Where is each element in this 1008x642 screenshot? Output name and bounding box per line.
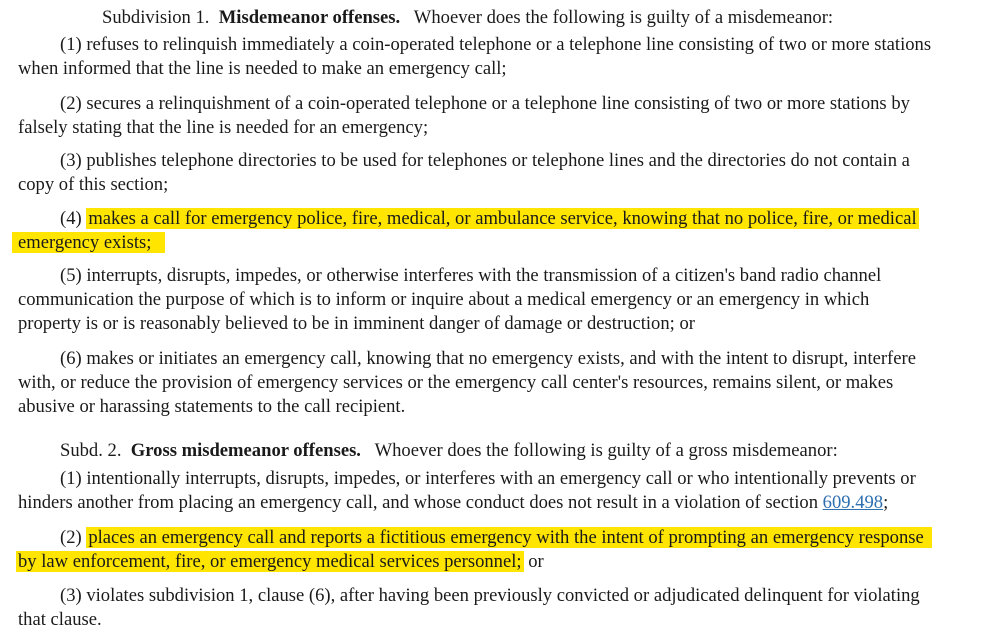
clause-number: (5): [60, 265, 82, 286]
subdivision-2-label: Subd. 2.: [60, 440, 122, 461]
clause-text: ;: [883, 492, 889, 513]
subdivision-2-heading: [18, 439, 1003, 463]
clause-text: communication the purpose of which is to inform or inquire about a medical emergency or an emergency in which: [18, 289, 870, 310]
clause-text: that clause.: [18, 609, 102, 630]
subdivision-1-heading: [18, 6, 1003, 30]
clause-text: copy of this section;: [18, 174, 169, 195]
section-609-498-link[interactable]: 609.498: [822, 492, 884, 513]
highlighted-text[interactable]: makes a call for emergency police, fire, medical, or ambulance service, knowing that no police, fire, or medical: [88, 208, 917, 229]
clause-text: or: [528, 551, 544, 572]
highlighted-text[interactable]: places an emergency call and reports a fictitious emergency with the intent of prompting an emergency response: [86, 527, 931, 548]
clause-number: (1): [60, 34, 82, 55]
clause-text: property is or is reasonably believed to be in imminent danger of damage or destruction; or: [18, 313, 695, 334]
sub1-clause-1: [18, 33, 1003, 81]
clause-text: with, or reduce the provision of emergency services or the emergency call center's resources, remains silent, or makes: [18, 372, 894, 393]
subdivision-1-intro: Whoever does the following is guilty of a misdemeanor:: [413, 7, 834, 28]
clause-text: publishes telephone directories to be used for telephones or telephone lines and the directories do not contain a: [86, 150, 910, 171]
clause-number: (3): [60, 585, 82, 606]
clause-text: falsely stating that the line is needed for an emergency;: [18, 117, 429, 138]
sub2-clause-3: [18, 584, 1003, 632]
highlighted-text[interactable]: by law enforcement, fire, or emergency medical services personnel;: [18, 551, 522, 572]
sub1-clause-3: [18, 149, 1003, 197]
clause-text: intentionally interrupts, disrupts, impedes, or interferes with an emergency call or who intentionally prevents or: [86, 468, 916, 489]
clause-text: makes or initiates an emergency call, knowing that no emergency exists, and with the intent to disrupt, interfere: [86, 348, 916, 369]
sub1-clause-5: [18, 264, 1003, 336]
sub1-clause-2: [18, 92, 1003, 140]
subdivision-2-intro: Whoever does the following is guilty of a gross misdemeanor:: [374, 440, 838, 461]
clause-text: when informed that the line is needed to make an emergency call;: [18, 58, 507, 79]
clause-text: interrupts, disrupts, impedes, or otherwise interferes with the transmission of a citizen's band radio channel: [86, 265, 882, 286]
highlighted-text[interactable]: emergency exists;: [12, 232, 165, 253]
clause-text: secures a relinquishment of a coin-operated telephone or a telephone line consisting of two or more stations by: [86, 93, 910, 114]
clause-text: abusive or harassing statements to the call recipient.: [18, 396, 406, 417]
clause-text: refuses to relinquish immediately a coin-operated telephone or a telephone line consisting of two or more stations: [86, 34, 932, 55]
subdivision-1-label: Subdivision 1.: [102, 7, 210, 28]
clause-number: (1): [60, 468, 82, 489]
clause-text: violates subdivision 1, clause (6), after having been previously convicted or adjudicated delinquent for violating: [86, 585, 920, 606]
clause-number: (4): [60, 208, 82, 229]
subdivision-2-title: Gross misdemeanor offenses.: [130, 440, 361, 461]
sub2-clause-2: [18, 526, 1003, 574]
sub1-clause-6: [18, 347, 1003, 419]
clause-number: (3): [60, 150, 82, 171]
clause-number: (6): [60, 348, 82, 369]
clause-text: hinders another from placing an emergency call, and whose conduct does not result in a violation of section: [18, 492, 818, 513]
clause-number: (2): [60, 527, 82, 548]
sub1-clause-4: [18, 207, 1003, 255]
sub2-clause-1: [18, 467, 1003, 515]
clause-number: (2): [60, 93, 82, 114]
subdivision-1-title: Misdemeanor offenses.: [218, 7, 401, 28]
